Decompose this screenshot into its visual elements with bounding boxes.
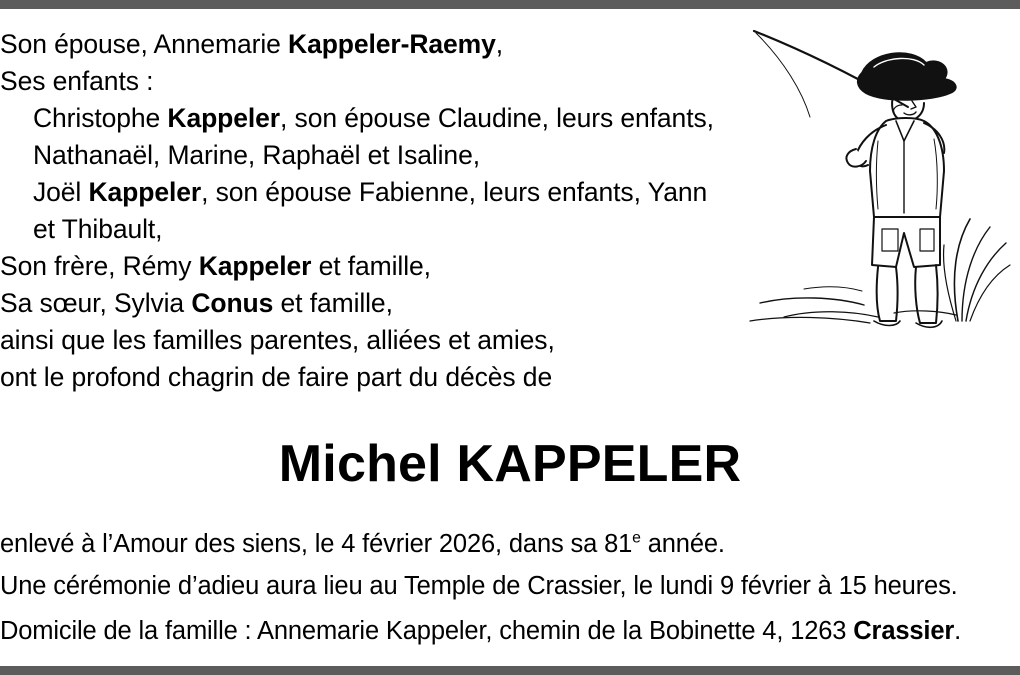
text-run: Une cérémonie d’adieu aura lieu au Temple de Crassier, le lundi 9 février à 15 heures. <box>0 572 958 600</box>
family-line <box>0 63 800 100</box>
family-list <box>0 26 800 396</box>
text-run: ainsi que les familles parentes, alliées et amies, <box>0 325 555 355</box>
text-run: Domicile de la famille : Annemarie Kappeler, chemin de la Bobinette 4, 1263 <box>0 617 854 645</box>
text-run: Nathanaël, Marine, Raphaël et Isaline, <box>33 140 480 170</box>
notice-content <box>0 9 1020 666</box>
text-run: ont le profond chagrin de faire part du décès de <box>0 362 553 392</box>
text-run: et Thibault, <box>33 214 163 244</box>
family-line <box>0 248 800 285</box>
family-line <box>0 137 800 174</box>
text-run: e <box>632 529 641 547</box>
family-line <box>0 26 800 63</box>
emphasised-text: Kappeler-Raemy <box>288 29 496 59</box>
emphasised-text: Kappeler <box>167 103 281 133</box>
family-line <box>0 211 800 248</box>
service-detail-line <box>0 608 1020 654</box>
emphasised-text: Conus <box>191 288 274 318</box>
deceased-name: Michel KAPPELER <box>278 435 742 493</box>
text-run: et famille, <box>273 288 393 318</box>
bottom-divider-rule <box>0 666 1020 675</box>
text-run: Ses enfants : <box>0 66 154 96</box>
text-run: Son frère, Rémy <box>0 251 199 281</box>
family-line <box>0 100 800 137</box>
text-run: année. <box>640 530 725 558</box>
service-detail-line <box>0 524 1020 565</box>
family-line <box>0 285 800 322</box>
emphasised-text: Kappeler <box>88 177 202 207</box>
text-run: , son épouse Fabienne, leurs enfants, Yann <box>201 177 708 207</box>
family-line <box>0 359 800 396</box>
text-run: enlevé à l’Amour des siens, le 4 février 2026, dans sa 81 <box>0 530 633 558</box>
text-run: , <box>495 29 504 59</box>
text-run: . <box>954 617 962 645</box>
service-details <box>0 524 1020 654</box>
text-run: Sa sœur, Sylvia <box>0 288 192 318</box>
emphasised-text: Crassier <box>853 617 955 645</box>
family-line <box>0 174 800 211</box>
text-run: et famille, <box>311 251 431 281</box>
text-run: , son épouse Claudine, leurs enfants, <box>280 103 714 133</box>
emphasised-text: Kappeler <box>198 251 312 281</box>
fisherman-illustration <box>744 21 1014 331</box>
service-detail-line <box>0 565 1020 608</box>
text-run: Christophe <box>33 103 168 133</box>
text-run: Joël <box>33 177 89 207</box>
top-divider-rule <box>0 0 1020 9</box>
text-run: Son épouse, Annemarie <box>0 29 289 59</box>
family-line <box>0 322 800 359</box>
